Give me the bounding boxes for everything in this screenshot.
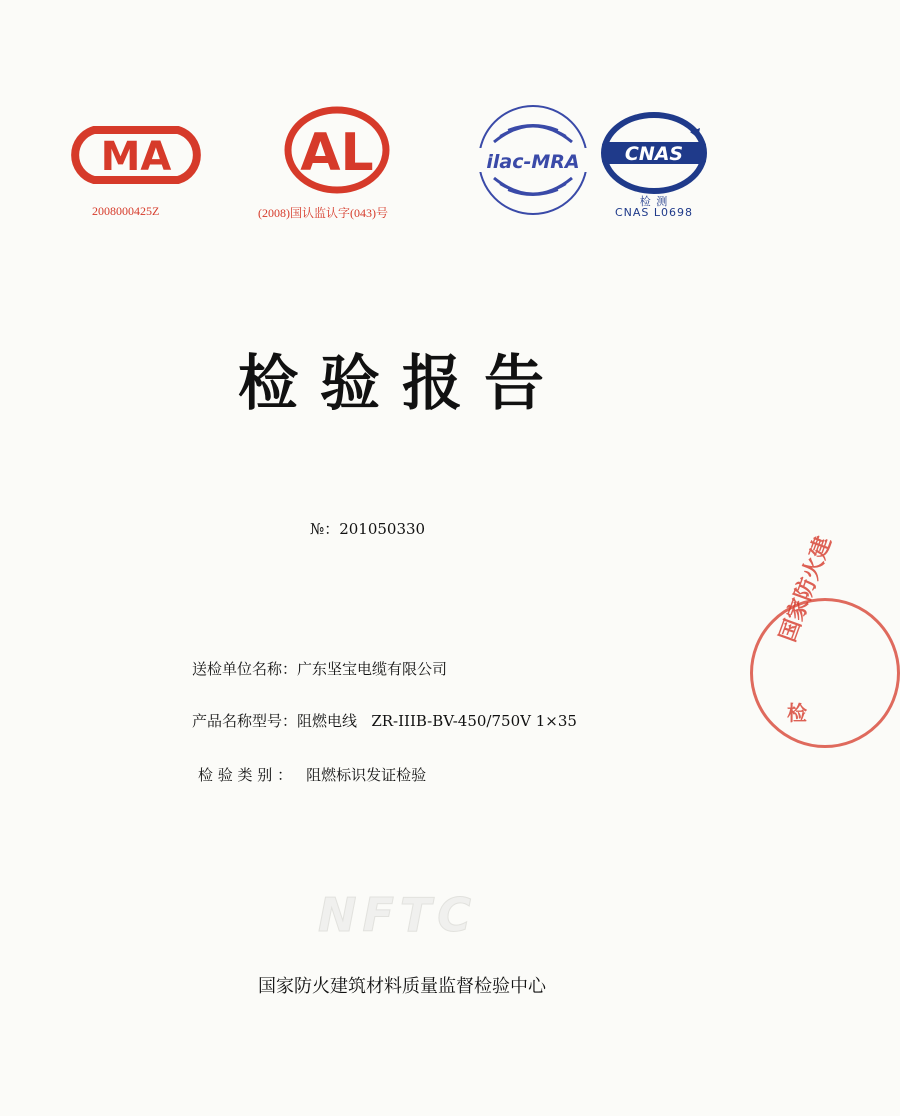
ilac-mra-logo — [474, 102, 592, 218]
official-seal-stamp — [750, 533, 900, 748]
inspection-type-value: 阻燃标识发证检验 — [306, 766, 427, 784]
client-value: 广东坚宝电缆有限公司 — [297, 660, 448, 678]
issuing-organization: 国家防火建筑材料质量监督检验中心 — [258, 976, 546, 997]
product-label: 产品名称型号： — [192, 712, 298, 730]
nftc-watermark: NFTC — [318, 888, 478, 942]
client-label: 送检单位名称： — [192, 660, 298, 678]
report-title: 检验报告 — [238, 349, 566, 419]
cma-license-number: 2008000425Z — [92, 204, 160, 218]
product-row — [192, 710, 577, 731]
cal-logo-text: AL — [300, 123, 374, 183]
report-number: №：201050330 — [310, 520, 426, 538]
cma-logo — [74, 124, 198, 186]
cnas-caption-cn: 检 测 — [639, 195, 669, 208]
seal-center-text: 检 — [787, 701, 807, 725]
product-value: 阻燃电线 ZR-IIIB-BV-450/750V 1×35 — [297, 712, 577, 730]
seal-text: 国家防火建 — [775, 533, 837, 646]
ilac-mra-logo-text: ilac-MRA — [486, 151, 580, 173]
cnas-accreditation-code: CNAS L0698 — [614, 206, 694, 219]
cnas-logo-text: CNAS — [624, 143, 684, 165]
inspection-type-label: 检 验 类 别 ： — [198, 766, 293, 784]
client-row — [192, 658, 447, 679]
cma-logo-text: MA — [100, 134, 172, 180]
cal-logo — [282, 104, 392, 196]
inspection-type-row — [198, 764, 426, 785]
cnas-logo — [598, 110, 710, 196]
cal-license-number: (2008)国认监认字(043)号 — [258, 206, 388, 220]
